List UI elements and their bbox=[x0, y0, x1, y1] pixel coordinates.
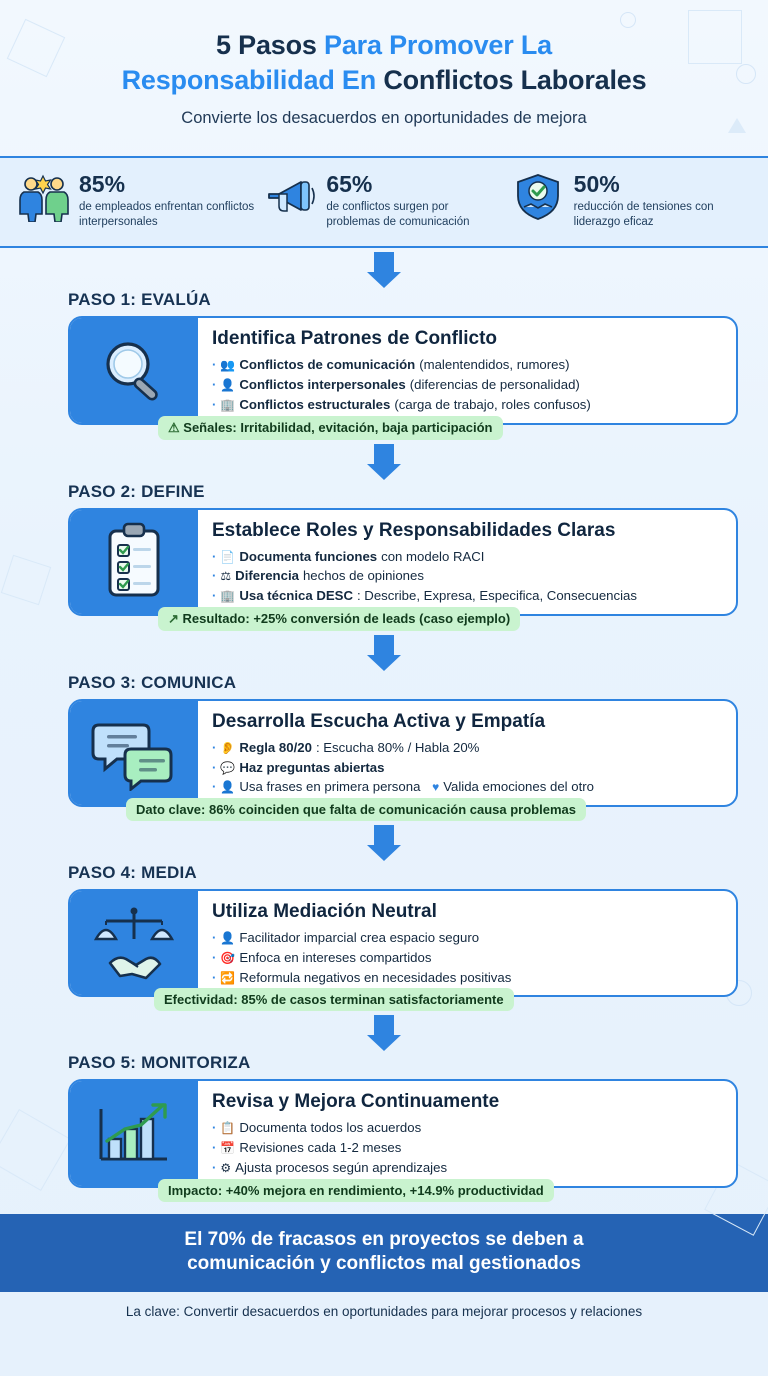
step-card-4 bbox=[68, 889, 738, 997]
page-subtitle: Convierte los desacuerdos en oportunidades de mejora bbox=[181, 109, 587, 128]
stat-item bbox=[263, 172, 504, 230]
step-label-4: PASO 4: MEDIA bbox=[68, 863, 197, 883]
bullet-item: · 🔁 Reformula negativos en necesidades positivas bbox=[212, 969, 512, 985]
step-bullets-1 bbox=[212, 355, 724, 414]
bullet-item: · 🏢 Conflictos estructurales (carga de trabajo, roles confusos) bbox=[212, 396, 591, 412]
growth-chart-icon bbox=[70, 1081, 198, 1185]
ear-icon: 👂 bbox=[220, 740, 236, 755]
clipboard-check-icon: 📋 bbox=[220, 1121, 236, 1136]
scales-handshake-icon bbox=[70, 891, 198, 995]
org-chart-icon: 🏢 bbox=[220, 397, 236, 412]
step-note-4: Efectividad: 85% de casos terminan satisfactoriamente bbox=[154, 988, 514, 1011]
step-heading-1: Identifica Patrones de Conflicto bbox=[212, 328, 498, 350]
stat-percent: 65% bbox=[326, 171, 373, 198]
stat-item bbox=[511, 172, 752, 230]
step-note-3: Dato clave: 86% coinciden que falta de comunicación causa problemas bbox=[126, 798, 586, 821]
scales-icon: ⚖ bbox=[220, 569, 232, 584]
bullet-item: · 👂 Regla 80/20 : Escucha 80% / Habla 20% bbox=[212, 739, 480, 755]
stats-band bbox=[0, 156, 768, 248]
bullet-item: · 💬 Haz preguntas abiertas bbox=[212, 759, 385, 775]
heart-icon: ♥ bbox=[432, 780, 440, 795]
hierarchy-icon: 🏢 bbox=[220, 589, 236, 604]
stat-description: de empleados enfrentan conflictos interpersonales bbox=[79, 201, 255, 229]
step-heading-5: Revisa y Mejora Continuamente bbox=[212, 1091, 500, 1113]
trend-up-icon: ↗ bbox=[168, 610, 179, 626]
mediator-icon: 👤 bbox=[220, 930, 236, 945]
flow-arrow bbox=[22, 1015, 746, 1051]
title-highlight-2: Responsabilidad En bbox=[121, 64, 384, 95]
bullet-item: · 🎯 Enfoca en intereses compartidos bbox=[212, 949, 432, 965]
gear-icon: ⚙ bbox=[220, 1160, 232, 1175]
footer-band-line-2: comunicación y conflictos mal gestionados bbox=[187, 1253, 581, 1275]
flow-arrow bbox=[22, 252, 746, 288]
step-bullets-2 bbox=[212, 547, 724, 606]
two-persons-icon: 👤 bbox=[220, 378, 236, 393]
warning-icon: ⚠ bbox=[168, 419, 180, 435]
step-heading-2: Establece Roles y Responsabilidades Claras bbox=[212, 519, 616, 541]
shield-handshake-icon bbox=[511, 172, 565, 222]
step-note-1: ⚠ Señales: Irritabilidad, evitación, baja participación bbox=[158, 416, 503, 440]
speech-people-icon: 👥 bbox=[220, 358, 236, 373]
megaphone-icon bbox=[263, 172, 317, 222]
stat-item bbox=[16, 172, 257, 230]
step-card-5 bbox=[68, 1079, 738, 1187]
bullet-item: · 🏢 Usa técnica DESC : Describe, Expresa, Especifica, Consecuencias bbox=[212, 588, 637, 604]
header bbox=[0, 0, 768, 142]
page-title bbox=[20, 28, 748, 97]
step-label-3: PASO 3: COMUNICA bbox=[68, 672, 237, 692]
step-bullets-5 bbox=[212, 1118, 724, 1177]
step-label-5: PASO 5: MONITORIZA bbox=[68, 1053, 251, 1073]
step-label-1: PASO 1: EVALÚA bbox=[68, 290, 211, 310]
step-bullets-4 bbox=[212, 928, 724, 987]
step-heading-4: Utiliza Mediación Neutral bbox=[212, 901, 437, 923]
flow-arrow bbox=[22, 635, 746, 671]
footer-band-line-1: El 70% de fracasos en proyectos se deben a bbox=[184, 1228, 584, 1250]
title-part-1: 5 Pasos bbox=[216, 30, 325, 60]
step-note-5: Impacto: +40% mejora en rendimiento, +14.9% productividad bbox=[158, 1179, 554, 1202]
stat-percent: 50% bbox=[573, 171, 620, 198]
people-conflict-icon bbox=[16, 172, 70, 222]
stat-description: de conflictos surgen por problemas de comunicación bbox=[326, 201, 470, 229]
magnifier-icon bbox=[70, 318, 198, 422]
question-bubble-icon: 💬 bbox=[220, 760, 236, 775]
step-note-2: ↗ Resultado: +25% conversión de leads (caso ejemplo) bbox=[158, 607, 520, 631]
stat-percent: 85% bbox=[79, 171, 126, 198]
stat-description: reducción de tensiones con liderazgo eficaz bbox=[573, 201, 714, 229]
target-group-icon: 🎯 bbox=[220, 950, 236, 965]
document-icon: 📄 bbox=[220, 549, 236, 564]
person-icon: 👤 bbox=[220, 780, 236, 795]
bullet-item: · 📅 Revisiones cada 1-2 meses bbox=[212, 1140, 402, 1156]
step-bullets-3 bbox=[212, 738, 724, 797]
swap-icon: 🔁 bbox=[220, 970, 236, 985]
step-card-3 bbox=[68, 699, 738, 807]
bullet-item: · 👤 Conflictos interpersonales (diferencias de personalidad) bbox=[212, 377, 580, 393]
step-card-2 bbox=[68, 508, 738, 616]
speech-bubbles-icon bbox=[70, 701, 198, 805]
step-card-1 bbox=[68, 316, 738, 424]
bullet-item: · ⚙ Ajusta procesos según aprendizajes bbox=[212, 1159, 448, 1175]
steps-container bbox=[0, 252, 768, 1201]
footer-band bbox=[0, 1214, 768, 1292]
flow-arrow bbox=[22, 444, 746, 480]
bullet-item: · 📋 Documenta todos los acuerdos bbox=[212, 1120, 422, 1136]
bullet-item: · 👤 Usa frases en primera persona ♥ Valida emociones del otro bbox=[212, 779, 594, 795]
bullet-item: · 👤 Facilitador imparcial crea espacio seguro bbox=[212, 929, 480, 945]
footer-note: La clave: Convertir desacuerdos en oportunidades para mejorar procesos y relaciones bbox=[125, 1303, 643, 1319]
title-highlight-1: Para Promover La bbox=[324, 30, 552, 60]
flow-arrow bbox=[22, 825, 746, 861]
step-label-2: PASO 2: DEFINE bbox=[68, 481, 205, 501]
bullet-item: · 📄 Documenta funciones con modelo RACI bbox=[212, 548, 485, 564]
clipboard-checklist-icon bbox=[70, 510, 198, 614]
title-part-2: Conflictos Laborales bbox=[383, 64, 647, 95]
bullet-item: · ⚖ Diferencia hechos de opiniones bbox=[212, 568, 424, 584]
step-heading-3: Desarrolla Escucha Activa y Empatía bbox=[212, 710, 546, 732]
bullet-item: · 👥 Conflictos de comunicación (malentendidos, rumores) bbox=[212, 357, 570, 373]
calendar-icon: 📅 bbox=[220, 1141, 236, 1156]
